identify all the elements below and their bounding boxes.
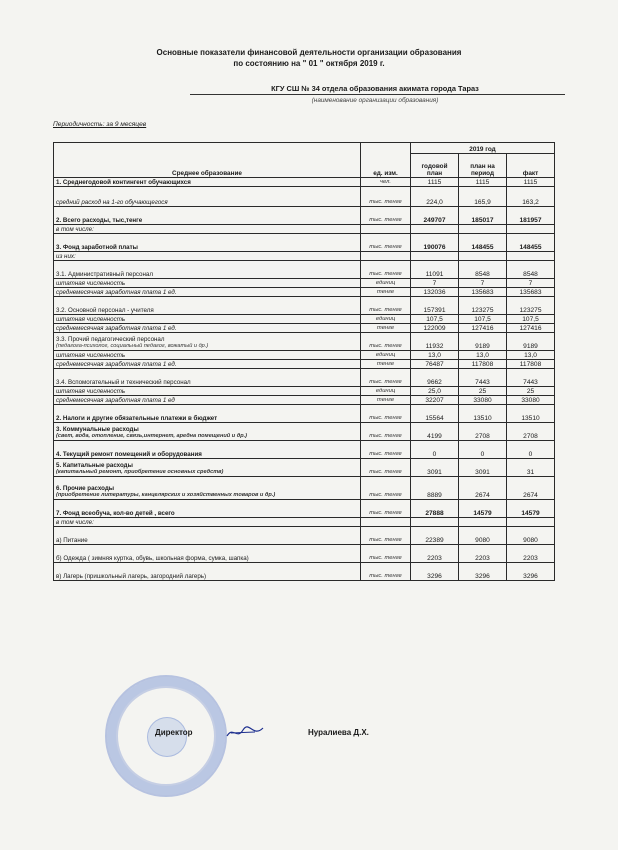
row-label-text: а) Питание: [56, 536, 88, 544]
fact-value: 107,5: [507, 315, 555, 324]
row-unit: единиц: [361, 315, 411, 324]
period-plan-value: [459, 225, 507, 234]
row-unit: единиц: [361, 351, 411, 360]
table-row: [54, 518, 555, 527]
table-row: [54, 527, 555, 545]
row-label: [54, 441, 361, 459]
period-plan-value: 135683: [459, 288, 507, 297]
financial-table: [53, 142, 555, 581]
row-unit: тыс. тенге: [361, 234, 411, 252]
period-plan-value: 165,9: [459, 187, 507, 207]
annual-plan-value: 76487: [411, 360, 459, 369]
fact-value: [507, 252, 555, 261]
row-unit: тыс. тенге: [361, 441, 411, 459]
table-row: [54, 387, 555, 396]
row-unit: тыс. тенге: [361, 187, 411, 207]
row-label: [54, 545, 361, 563]
fact-value: 13,0: [507, 351, 555, 360]
row-unit: тыс. тенге: [361, 207, 411, 225]
table-row: [54, 234, 555, 252]
document-title: Основные показатели финансовой деятельности организации образования: [156, 48, 462, 57]
row-label: [54, 279, 361, 288]
period-plan-value: 9189: [459, 333, 507, 351]
table-row: [54, 333, 555, 351]
row-label: [54, 459, 361, 477]
fact-value: 7: [507, 279, 555, 288]
row-label-text: б) Одежда ( зимняя куртка, обувь, школьная форма, сумка, шапка): [56, 554, 249, 562]
table-row: [54, 360, 555, 369]
period-plan-value: 25: [459, 387, 507, 396]
row-label: [54, 315, 361, 324]
table-row: [54, 315, 555, 324]
table-row: [54, 225, 555, 234]
row-unit: единиц: [361, 387, 411, 396]
row-label: [54, 387, 361, 396]
period-plan-value: 13510: [459, 405, 507, 423]
annual-plan-value: 122009: [411, 324, 459, 333]
period-plan-value: 185017: [459, 207, 507, 225]
row-unit: тыс. тенге: [361, 405, 411, 423]
period-plan-value: 2708: [459, 423, 507, 441]
fact-value: 9189: [507, 333, 555, 351]
row-label-note: (свет, вода, отопление, связь,интернет, аредна помещений и др.): [56, 432, 248, 439]
row-label: [54, 234, 361, 252]
fact-value: [507, 518, 555, 527]
fact-value: 13510: [507, 405, 555, 423]
fact-value: 1115: [507, 178, 555, 187]
period-plan-value: 13,0: [459, 351, 507, 360]
annual-plan-value: 32207: [411, 396, 459, 405]
period-plan-value: [459, 518, 507, 527]
row-unit: тенге: [361, 360, 411, 369]
table-row: [54, 405, 555, 423]
table-row: [54, 441, 555, 459]
fact-value: [507, 225, 555, 234]
period-plan-value: 0: [459, 441, 507, 459]
organization-name: КГУ СШ № 34 отдела образования акимата города Тараз: [271, 84, 479, 93]
row-label: [54, 477, 361, 500]
fact-value: 2674: [507, 477, 555, 500]
fact-value: 123275: [507, 297, 555, 315]
row-label: [54, 527, 361, 545]
table-row: [54, 187, 555, 207]
fact-value: 127416: [507, 324, 555, 333]
annual-plan-value: 2203: [411, 545, 459, 563]
fact-value: 181957: [507, 207, 555, 225]
fact-value: 7443: [507, 369, 555, 387]
period-plan-value: 2674: [459, 477, 507, 500]
row-label: [54, 261, 361, 279]
header-unit: ед. изм.: [361, 143, 411, 178]
row-label: [54, 225, 361, 234]
annual-plan-value: 9662: [411, 369, 459, 387]
row-label-text: в том числе:: [56, 518, 94, 526]
header-annual-plan: годовой план: [411, 154, 459, 178]
row-label: [54, 360, 361, 369]
table-body: [54, 178, 555, 581]
row-label-text: средний расход на 1-го обучающегося: [56, 198, 168, 206]
period-plan-value: 127416: [459, 324, 507, 333]
period-plan-value: 3091: [459, 459, 507, 477]
row-label-text: из них:: [56, 252, 76, 260]
row-label-text: среднемесячная заработная плата 1 ед: [56, 396, 175, 404]
period-plan-value: 123275: [459, 297, 507, 315]
table-row: [54, 207, 555, 225]
annual-plan-value: 8889: [411, 477, 459, 500]
period-plan-value: 7443: [459, 369, 507, 387]
row-unit: [361, 252, 411, 261]
fact-value: 163,2: [507, 187, 555, 207]
annual-plan-value: 11091: [411, 261, 459, 279]
row-label-text: 2. Всего расходы, тыс,тенге: [56, 216, 143, 224]
row-unit: тенге: [361, 396, 411, 405]
row-label-text: 2. Налоги и другие обязательные платежи в бюджет: [56, 414, 218, 422]
row-label-text: 3. Фонд заработной платы: [56, 243, 138, 251]
row-label-text: среднемесячная заработная плата 1 ед.: [56, 324, 177, 332]
fact-value: 0: [507, 441, 555, 459]
row-label: [54, 351, 361, 360]
row-label-text: штатная численность: [56, 315, 126, 323]
row-label-note: (капитальный ремонт, приобретение основных средств): [56, 468, 224, 475]
annual-plan-value: 224,0: [411, 187, 459, 207]
header-year: 2019 год: [411, 143, 555, 154]
period-plan-value: 14579: [459, 500, 507, 518]
annual-plan-value: 249707: [411, 207, 459, 225]
annual-plan-value: [411, 518, 459, 527]
period-plan-value: 107,5: [459, 315, 507, 324]
fact-value: 33080: [507, 396, 555, 405]
annual-plan-value: 13,0: [411, 351, 459, 360]
header-fact: факт: [507, 154, 555, 178]
row-unit: тыс. тенге: [361, 563, 411, 581]
period-plan-value: 2203: [459, 545, 507, 563]
table-row: [54, 423, 555, 441]
annual-plan-value: 157391: [411, 297, 459, 315]
fact-value: 14579: [507, 500, 555, 518]
row-unit: чел.: [361, 178, 411, 187]
row-label-text: 4. Текущий ремонт помещений и оборудования: [56, 450, 202, 458]
header-period-plan: план на период: [459, 154, 507, 178]
row-label-text: в) Лагерь (пришкольный лагерь, загородний лагерь): [56, 572, 207, 580]
row-label: [54, 297, 361, 315]
row-unit: тыс. тенге: [361, 477, 411, 500]
table-row: [54, 279, 555, 288]
annual-plan-value: 7: [411, 279, 459, 288]
row-label: [54, 405, 361, 423]
annual-plan-value: 0: [411, 441, 459, 459]
period-plan-value: 9080: [459, 527, 507, 545]
table-row: [54, 252, 555, 261]
table-row: [54, 178, 555, 187]
row-label-text: штатная численность: [56, 351, 126, 359]
table-row: [54, 563, 555, 581]
row-label-text: среднемесячная заработная плата 1 ед.: [56, 288, 177, 296]
row-label: [54, 187, 361, 207]
row-unit: тенге: [361, 324, 411, 333]
row-label-text: в том числе:: [56, 225, 94, 233]
row-unit: тыс. тенге: [361, 545, 411, 563]
annual-plan-value: [411, 225, 459, 234]
organization-note: (наименование организации образования): [311, 97, 439, 104]
table-row: [54, 351, 555, 360]
annual-plan-value: 4199: [411, 423, 459, 441]
row-label: [54, 518, 361, 527]
row-label-text: 3.1. Административный персонал: [56, 270, 153, 278]
row-label-note: (педагога-психолог, социальный педагог, вожатый и др.): [56, 342, 209, 349]
document-date: по состоянию на " 01 " октября 2019 г.: [233, 59, 385, 68]
fact-value: 117808: [507, 360, 555, 369]
table-row: [54, 459, 555, 477]
annual-plan-value: 107,5: [411, 315, 459, 324]
row-unit: тыс. тенге: [361, 423, 411, 441]
annual-plan-value: 27888: [411, 500, 459, 518]
row-unit: тыс. тенге: [361, 261, 411, 279]
row-label: [54, 333, 361, 351]
annual-plan-value: 11932: [411, 333, 459, 351]
signature-name: Нуралиева Д.Х.: [308, 728, 369, 737]
table-row: [54, 324, 555, 333]
row-unit: тенге: [361, 288, 411, 297]
table-row: [54, 261, 555, 279]
annual-plan-value: [411, 252, 459, 261]
row-label: [54, 563, 361, 581]
period-plan-value: 148455: [459, 234, 507, 252]
fact-value: 8548: [507, 261, 555, 279]
row-label-text: 3. Коммунальные расходы: [56, 425, 139, 433]
annual-plan-value: 22389: [411, 527, 459, 545]
annual-plan-value: 3091: [411, 459, 459, 477]
annual-plan-value: 132036: [411, 288, 459, 297]
row-label-text: 3.4. Вспомогательный и технический персонал: [56, 378, 191, 386]
table-row: [54, 369, 555, 387]
fact-value: 31: [507, 459, 555, 477]
period-plan-value: 3296: [459, 563, 507, 581]
row-unit: тыс. тенге: [361, 459, 411, 477]
row-label-text: штатная численность: [56, 387, 126, 395]
row-unit: [361, 225, 411, 234]
table-row: [54, 396, 555, 405]
period-plan-value: 117808: [459, 360, 507, 369]
row-unit: тыс. тенге: [361, 500, 411, 518]
period-plan-value: 1115: [459, 178, 507, 187]
signature-role: Директор: [155, 728, 193, 737]
annual-plan-value: 190076: [411, 234, 459, 252]
row-unit: тыс. тенге: [361, 527, 411, 545]
row-label: [54, 324, 361, 333]
row-label-text: 6. Прочие расходы: [56, 484, 115, 492]
row-label-text: среднемесячная заработная плата 1 ед.: [56, 360, 177, 368]
table-row: [54, 477, 555, 500]
stamp-emblem: [147, 717, 187, 757]
annual-plan-value: 15564: [411, 405, 459, 423]
row-label-note: (приобретение литературы, канцелярских и хозяйственных товаров и др.): [56, 491, 276, 498]
header-name: Среднее образование: [54, 143, 361, 178]
organization-underline: [190, 94, 565, 95]
annual-plan-value: 3296: [411, 563, 459, 581]
period-plan-value: [459, 252, 507, 261]
handwritten-signature: [225, 722, 265, 742]
period-plan-value: 7: [459, 279, 507, 288]
table-row: [54, 297, 555, 315]
row-unit: [361, 518, 411, 527]
table-row: [54, 500, 555, 518]
row-unit: тыс. тенге: [361, 369, 411, 387]
table-row: [54, 288, 555, 297]
fact-value: 135683: [507, 288, 555, 297]
row-label: [54, 288, 361, 297]
fact-value: 2708: [507, 423, 555, 441]
period-plan-value: 8548: [459, 261, 507, 279]
fact-value: 9080: [507, 527, 555, 545]
row-label-text: 3.2. Основной персонал - учителя: [56, 306, 154, 314]
row-label-text: 7. Фонд всеобуча, кол-во детей , всего: [56, 509, 175, 517]
row-label-text: штатная численность: [56, 279, 126, 287]
annual-plan-value: 25,0: [411, 387, 459, 396]
row-label: [54, 396, 361, 405]
fact-value: 25: [507, 387, 555, 396]
row-label: [54, 423, 361, 441]
fact-value: 2203: [507, 545, 555, 563]
row-label-text: 1. Среднегодовой контингент обучающихся: [56, 178, 191, 186]
row-label-text: 5. Капитальные расходы: [56, 461, 133, 469]
row-label: [54, 178, 361, 187]
row-unit: тыс. тенге: [361, 297, 411, 315]
row-label: [54, 252, 361, 261]
row-label: [54, 369, 361, 387]
row-label: [54, 500, 361, 518]
table-row: [54, 545, 555, 563]
periodicity: Периодичность: за 9 месяцев: [53, 121, 147, 128]
row-unit: тыс. тенге: [361, 333, 411, 351]
period-plan-value: 33080: [459, 396, 507, 405]
row-label-text: 3.3. Прочий педагогический персонал: [56, 335, 165, 343]
annual-plan-value: 1115: [411, 178, 459, 187]
row-label: [54, 207, 361, 225]
fact-value: 148455: [507, 234, 555, 252]
fact-value: 3296: [507, 563, 555, 581]
row-unit: единиц: [361, 279, 411, 288]
